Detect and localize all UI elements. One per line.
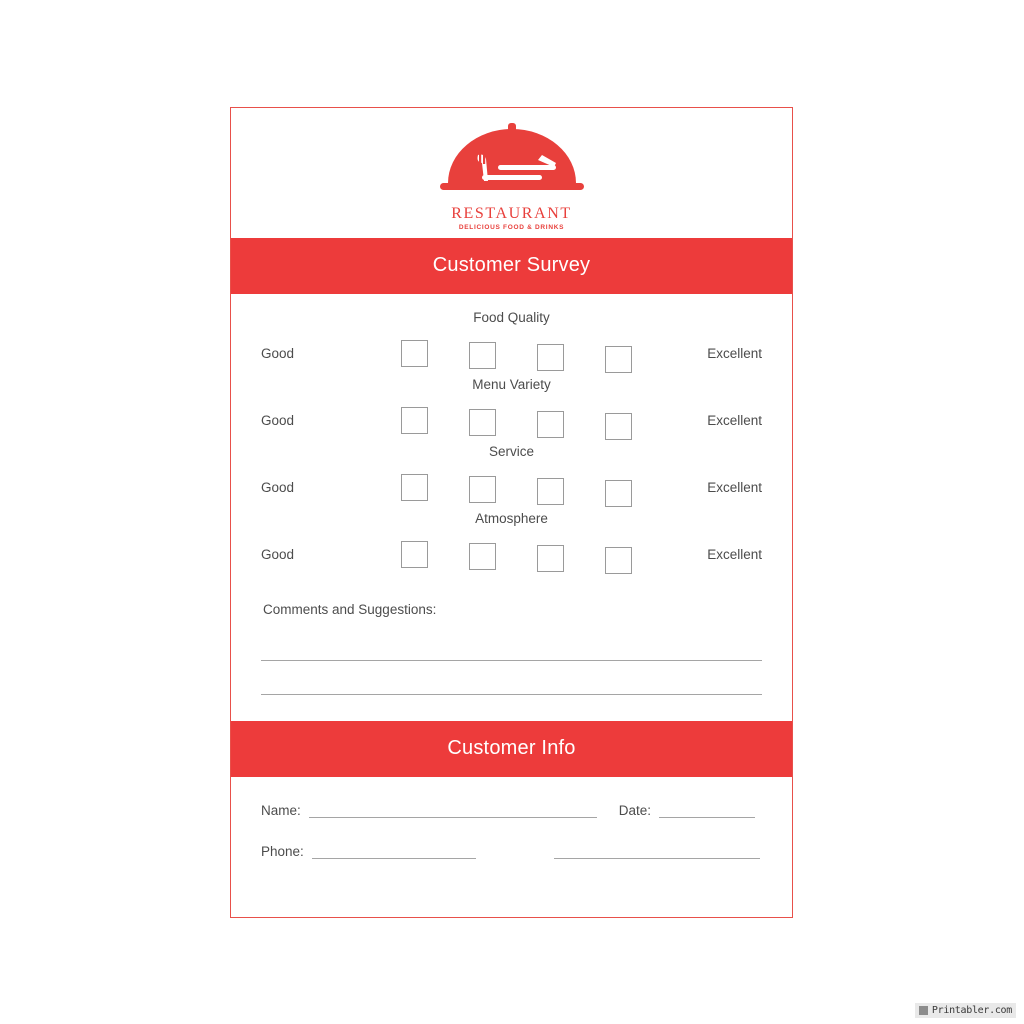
- name-label: Name:: [261, 803, 301, 818]
- checkbox-food-quality-2[interactable]: [469, 342, 496, 369]
- phone-row: [261, 844, 762, 859]
- extra-input-line[interactable]: [554, 844, 760, 859]
- checkbox-group-food-quality: [371, 334, 652, 373]
- checkbox-menu-variety-2[interactable]: [469, 409, 496, 436]
- scale-low-label: Good: [261, 412, 295, 428]
- phone-input-line[interactable]: [312, 844, 476, 859]
- date-input-line[interactable]: [659, 803, 755, 818]
- name-date-row: [261, 803, 762, 818]
- scale-high-label: Excellent: [707, 546, 762, 562]
- checkbox-menu-variety-3[interactable]: [537, 411, 564, 438]
- survey-spacer: [261, 695, 762, 721]
- checkbox-group-atmosphere: [371, 535, 652, 574]
- customer-survey-band: Customer Survey: [231, 238, 792, 294]
- question-title-atmosphere: Atmosphere: [475, 511, 548, 526]
- scale-low-label: Good: [261, 479, 295, 495]
- logo-subtitle: DELICIOUS FOOD & DRINKS: [458, 224, 565, 231]
- checkbox-food-quality-1[interactable]: [401, 340, 428, 367]
- question-title-service: Service: [488, 444, 534, 459]
- checkbox-service-1[interactable]: [401, 474, 428, 501]
- checkbox-food-quality-3[interactable]: [537, 344, 564, 371]
- question-title-food-quality: Food Quality: [473, 310, 550, 325]
- watermark-text: Printabler.com: [931, 1005, 1012, 1016]
- scale-low-label: Good: [261, 345, 295, 361]
- customer-info-body: [231, 777, 792, 859]
- checkbox-food-quality-4[interactable]: [605, 346, 632, 373]
- checkbox-group-menu-variety: [371, 401, 652, 440]
- question-row-menu-variety: [261, 398, 762, 442]
- checkbox-atmosphere-3[interactable]: [537, 545, 564, 572]
- checkbox-atmosphere-2[interactable]: [469, 543, 496, 570]
- survey-body: [231, 294, 792, 721]
- checkbox-service-2[interactable]: [469, 476, 496, 503]
- question-row-food-quality: [261, 331, 762, 375]
- customer-info-band: Customer Info: [231, 721, 792, 777]
- printer-icon: [919, 1006, 928, 1015]
- checkbox-group-service: [371, 468, 652, 507]
- scale-high-label: Excellent: [707, 412, 762, 428]
- scale-low-label: Good: [261, 546, 295, 562]
- checkbox-service-3[interactable]: [537, 478, 564, 505]
- logo-title: RESTAURANT: [451, 205, 572, 222]
- comments-label: Comments and Suggestions:: [263, 602, 437, 617]
- watermark-printabler: [915, 1003, 1016, 1018]
- survey-form-card: [230, 107, 793, 918]
- checkbox-atmosphere-4[interactable]: [605, 547, 632, 574]
- checkbox-service-4[interactable]: [605, 480, 632, 507]
- name-input-line[interactable]: [309, 803, 597, 818]
- question-row-service: [261, 465, 762, 509]
- question-title-menu-variety: Menu Variety: [472, 377, 551, 392]
- phone-label: Phone:: [261, 844, 304, 859]
- checkbox-menu-variety-4[interactable]: [605, 413, 632, 440]
- logo-area: [231, 108, 792, 238]
- checkbox-menu-variety-1[interactable]: [401, 407, 428, 434]
- cloche-with-fork-knife-icon: [438, 121, 586, 203]
- question-row-atmosphere: [261, 532, 762, 576]
- scale-high-label: Excellent: [707, 479, 762, 495]
- comments-line-1[interactable]: [261, 659, 762, 661]
- date-label: Date:: [618, 803, 652, 818]
- checkbox-atmosphere-1[interactable]: [401, 541, 428, 568]
- scale-high-label: Excellent: [707, 345, 762, 361]
